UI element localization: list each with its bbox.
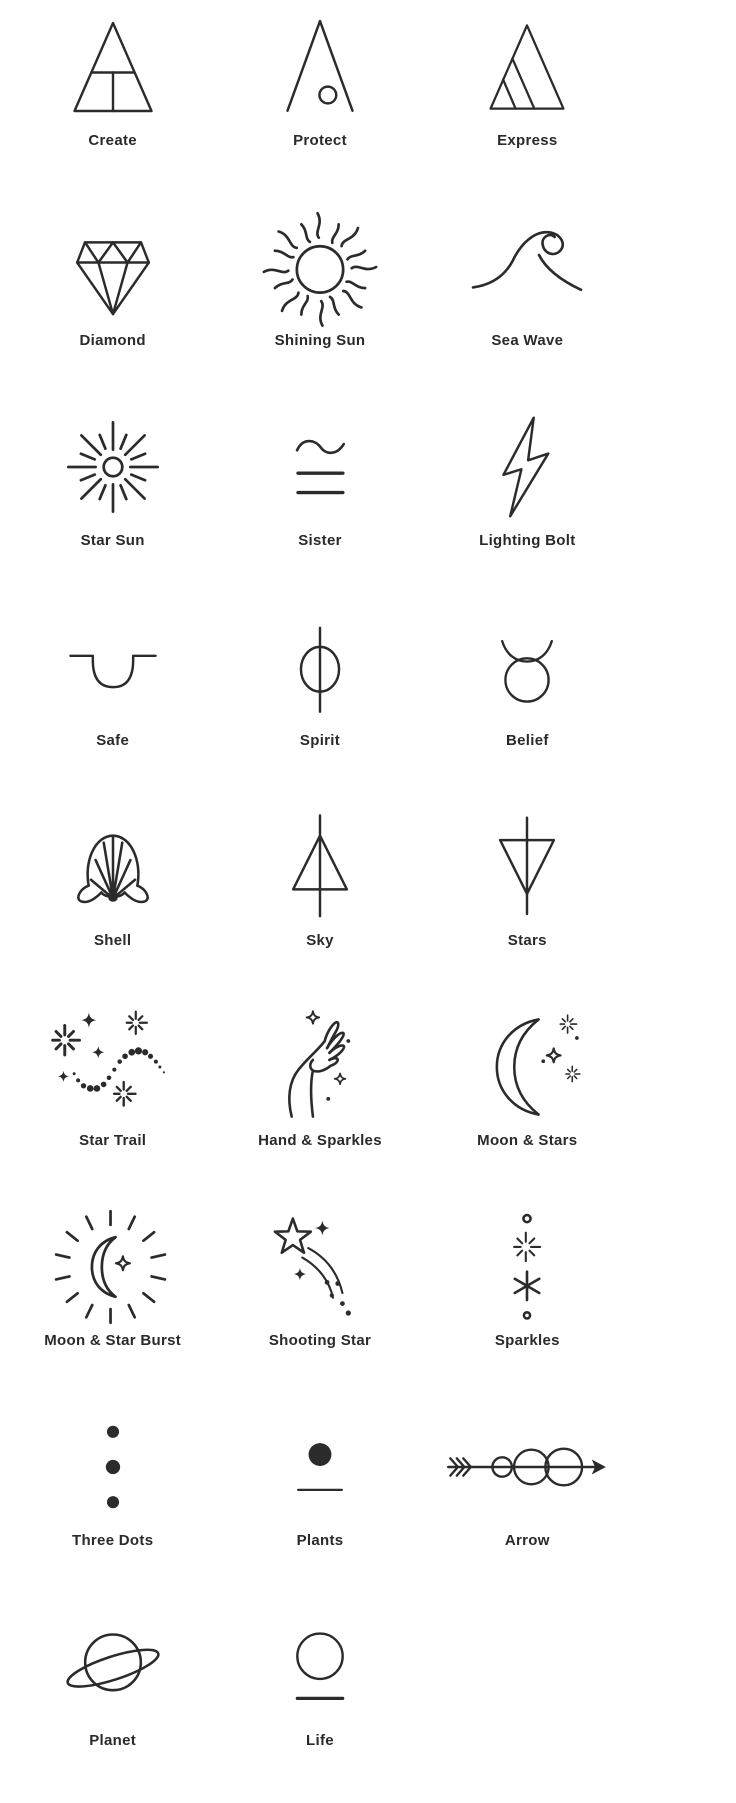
symbol-label: Express xyxy=(497,132,558,149)
hand-sparkles-icon xyxy=(261,1002,379,1132)
star-sun-burst-icon xyxy=(51,402,175,532)
symbol-label: Moon & Stars xyxy=(477,1132,578,1149)
moon-star-burst-icon xyxy=(51,1202,175,1332)
moon-stars-icon xyxy=(469,1002,585,1132)
sky-triangle-line-icon xyxy=(264,802,376,932)
symbol-cell-shell xyxy=(9,802,216,1002)
symbol-label: Arrow xyxy=(504,1532,550,1549)
create-triangle-icon xyxy=(58,2,168,132)
symbol-cell-express xyxy=(424,2,631,202)
symbol-label: Shell xyxy=(93,932,132,949)
symbol-cell-stars xyxy=(424,802,631,1002)
symbol-cell-moon-stars xyxy=(424,1002,631,1202)
three-dots-icon xyxy=(58,1402,168,1532)
symbol-cell-spirit xyxy=(216,602,423,802)
symbol-cell-sea-wave xyxy=(424,202,631,402)
symbol-cell-shining-sun xyxy=(216,202,423,402)
symbol-label: Shining Sun xyxy=(274,332,366,349)
planet-saturn-icon xyxy=(55,1602,171,1732)
plants-dot-line-icon xyxy=(268,1402,372,1532)
arrow-circles-icon xyxy=(446,1402,608,1532)
protect-peak-circle-icon xyxy=(264,2,376,132)
stars-inverted-triangle-icon xyxy=(471,802,583,932)
star-trail-dots-icon xyxy=(46,1002,180,1132)
symbol-cell-plants xyxy=(216,1402,423,1602)
symbol-label: Three Dots xyxy=(71,1532,154,1549)
diamond-gem-icon xyxy=(57,202,169,332)
symbol-label: Hand & Sparkles xyxy=(258,1132,382,1149)
symbol-label: Lighting Bolt xyxy=(479,532,576,549)
symbol-label: Plants xyxy=(296,1532,344,1549)
symbol-label: Stars xyxy=(507,932,547,949)
shooting-star-icon xyxy=(261,1202,379,1332)
shining-sun-icon xyxy=(259,202,381,332)
sea-wave-icon xyxy=(467,202,587,332)
symbol-cell-sister xyxy=(216,402,423,602)
express-hatched-triangle-icon xyxy=(475,2,579,132)
symbol-cell-planet xyxy=(9,1602,216,1802)
symbol-cell-create xyxy=(9,2,216,202)
symbol-cell-life xyxy=(216,1602,423,1802)
symbol-label: Sparkles xyxy=(494,1332,560,1349)
symbol-cell-moon-star-burst xyxy=(9,1202,216,1402)
symbol-label: Create xyxy=(88,132,137,149)
symbol-cell-belief xyxy=(424,602,631,802)
belief-taurus-icon xyxy=(473,602,581,732)
symbol-label: Sky xyxy=(306,932,334,949)
symbol-cell-sky xyxy=(216,802,423,1002)
symbol-label: Protect xyxy=(293,132,347,149)
symbol-label: Sister xyxy=(298,532,342,549)
symbol-label: Safe xyxy=(96,732,130,749)
shell-scallop-icon xyxy=(55,802,171,932)
symbol-label: Star Trail xyxy=(79,1132,147,1149)
spirit-circle-line-icon xyxy=(264,602,376,732)
symbol-label: Shooting Star xyxy=(268,1332,372,1349)
symbol-cell-safe xyxy=(9,602,216,802)
safe-dip-line-icon xyxy=(57,602,169,732)
symbol-label: Moon & Star Burst xyxy=(44,1332,182,1349)
symbol-cell-hand-sparkles xyxy=(216,1002,423,1202)
symbol-label: Belief xyxy=(505,732,549,749)
life-circle-line-icon xyxy=(266,1602,374,1732)
symbol-cell-star-trail xyxy=(9,1002,216,1202)
symbol-cell-arrow xyxy=(424,1402,631,1602)
symbol-cell-sparkles xyxy=(424,1202,631,1402)
symbol-cell-shooting-star xyxy=(216,1202,423,1402)
symbol-label: Planet xyxy=(89,1732,137,1749)
symbol-label: Spirit xyxy=(299,732,341,749)
symbol-cell-protect xyxy=(216,2,423,202)
symbol-cell-lighting-bolt xyxy=(424,402,631,602)
sparkles-column-icon xyxy=(468,1202,586,1332)
symbol-label: Diamond xyxy=(79,332,146,349)
sister-wave-lines-icon xyxy=(276,402,364,532)
symbol-label: Star Sun xyxy=(80,532,145,549)
symbol-label: Sea Wave xyxy=(491,332,564,349)
symbol-cell-star-sun xyxy=(9,402,216,602)
symbol-cell-three-dots xyxy=(9,1402,216,1602)
symbol-cell-diamond xyxy=(9,202,216,402)
symbol-label: Life xyxy=(306,1732,334,1749)
lightning-bolt-icon xyxy=(471,402,583,532)
